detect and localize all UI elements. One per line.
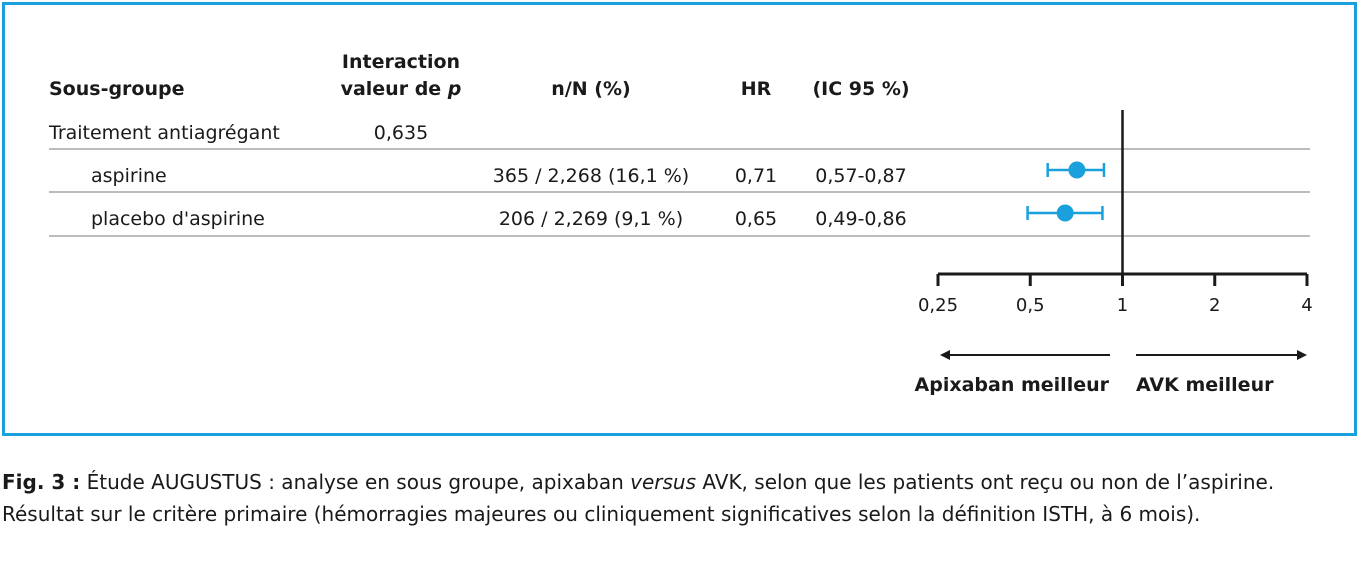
caption-label: Fig. 3 :: [2, 470, 81, 494]
row-ci: 0,57-0,87: [815, 165, 907, 187]
header-nN: n/N (%): [551, 78, 631, 100]
group-row-p-value: 0,635: [373, 122, 429, 144]
figure-caption: [2, 466, 1357, 530]
hr-point: [1057, 205, 1074, 222]
x-tick-label: 0,5: [1015, 295, 1045, 316]
row-nN: 206 / 2,269 (9,1 %): [498, 208, 684, 230]
hr-point: [1068, 162, 1085, 179]
x-tick-label: 0,25: [917, 295, 959, 316]
header-interaction-prefix: valeur de: [340, 78, 448, 100]
row-label: placebo d'aspirine: [91, 208, 265, 230]
x-tick-label: 4: [1301, 295, 1313, 316]
row-hr: 0,65: [734, 208, 778, 230]
x-axis-ticks: [918, 274, 1313, 316]
header-interaction-line2: [341, 78, 462, 100]
x-tick-label: 1: [1116, 295, 1129, 316]
row-ci: 0,49-0,86: [815, 208, 907, 230]
row-hr: 0,71: [734, 165, 778, 187]
row-label: aspirine: [91, 165, 167, 187]
caption-italic: versus: [630, 470, 696, 494]
caption-text-1: Étude AUGUSTUS : analyse en sous groupe, apixaban: [80, 470, 631, 494]
header-interaction-p: p: [447, 78, 462, 100]
right-direction-label: AVK meilleur: [1136, 374, 1274, 396]
group-row-label: Traitement antiagrégant: [49, 122, 280, 144]
row-nN: 365 / 2,268 (16,1 %): [492, 165, 690, 187]
header-ci: (IC 95 %): [812, 78, 910, 100]
header-interaction-line1: Interaction: [341, 51, 461, 73]
forest-plot: [5, 5, 1354, 433]
caption-text-2: AVK, selon que les patients ont reçu ou non de l’aspirine. Résultat sur le critère primaire (hémorragies majeures ou cliniquement significatives selon la définition ISTH, à 6 mois).: [2, 470, 1275, 526]
header-subgroup: Sous-groupe: [49, 78, 185, 100]
left-direction-label: Apixaban meilleur: [914, 374, 1109, 396]
figure-frame: [2, 2, 1357, 436]
x-tick-label: 2: [1209, 295, 1221, 316]
header-hr: HR: [740, 78, 772, 100]
